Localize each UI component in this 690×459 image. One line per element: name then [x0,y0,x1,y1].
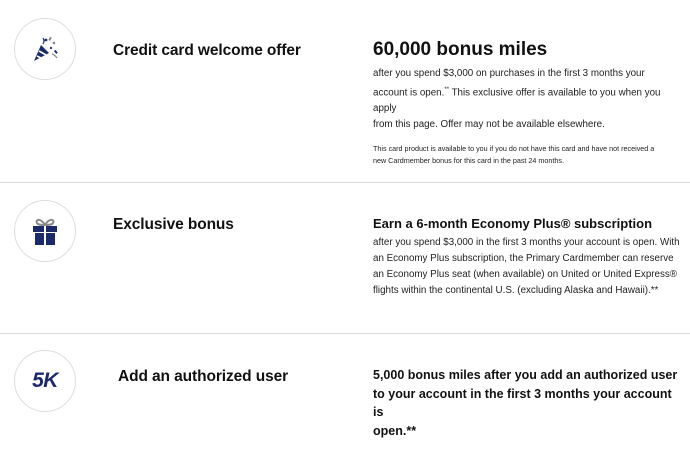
welcome-offer-details [373,39,683,166]
welcome-offer-fine-print-line2: new Cardmember bonus for this card in the past 24 months. [373,155,564,165]
authorized-user-body-line2: to your account in the first 3 months your account is [373,386,672,419]
gift-icon [29,215,61,247]
welcome-offer-headline: 60,000 bonus miles [373,39,548,60]
authorized-user-body-line1: 5,000 bonus miles after you add an authorized user [373,368,678,382]
section-divider [0,182,690,183]
welcome-offer-body-line2-start: account is open. [373,87,445,99]
party-popper-icon [30,34,60,64]
welcome-offer-footnote-mark: ** [444,87,450,93]
welcome-offer-body-line2-rest: This exclusive offer is available to you when you apply [373,87,661,115]
authorized-user-icon-badge [14,350,76,412]
exclusive-bonus-details [373,216,683,299]
authorized-user-body-line3: open.** [373,423,417,438]
welcome-offer-body-line1: after you spend $3,000 on purchases in the first 3 months your [373,68,645,79]
exclusive-bonus-icon-badge [14,200,76,262]
exclusive-bonus-body-line4: flights within the continental U.S. (excluding Alaska and Hawaii).** [373,285,659,296]
authorized-user-title: Add an authorized user [118,368,289,385]
exclusive-bonus-title: Exclusive bonus [113,216,234,233]
exclusive-bonus-body-line2: an Economy Plus subscription, the Primary Cardmember can reserve [373,253,674,264]
authorized-user-details [373,366,683,440]
section-divider [0,333,690,334]
exclusive-bonus-headline: Earn a 6-month Economy Plus® subscription [373,216,653,231]
welcome-offer-body-line2 [373,82,683,117]
exclusive-bonus-body-line1: after you spend $3,000 in the first 3 months your account is open. With [373,237,680,248]
exclusive-bonus-body-line3: an Economy Plus seat (when available) on United or United Express® [373,269,678,280]
welcome-offer-title: Credit card welcome offer [113,42,301,59]
welcome-offer-icon-badge [14,18,76,80]
welcome-offer-fine-print-line1: This card product is available to you if you do not have this card and have not received a [373,144,655,154]
welcome-offer-body-line3: from this page. Offer may not be available elsewhere. [373,119,605,131]
five-k-badge-text: 5K [32,369,58,392]
